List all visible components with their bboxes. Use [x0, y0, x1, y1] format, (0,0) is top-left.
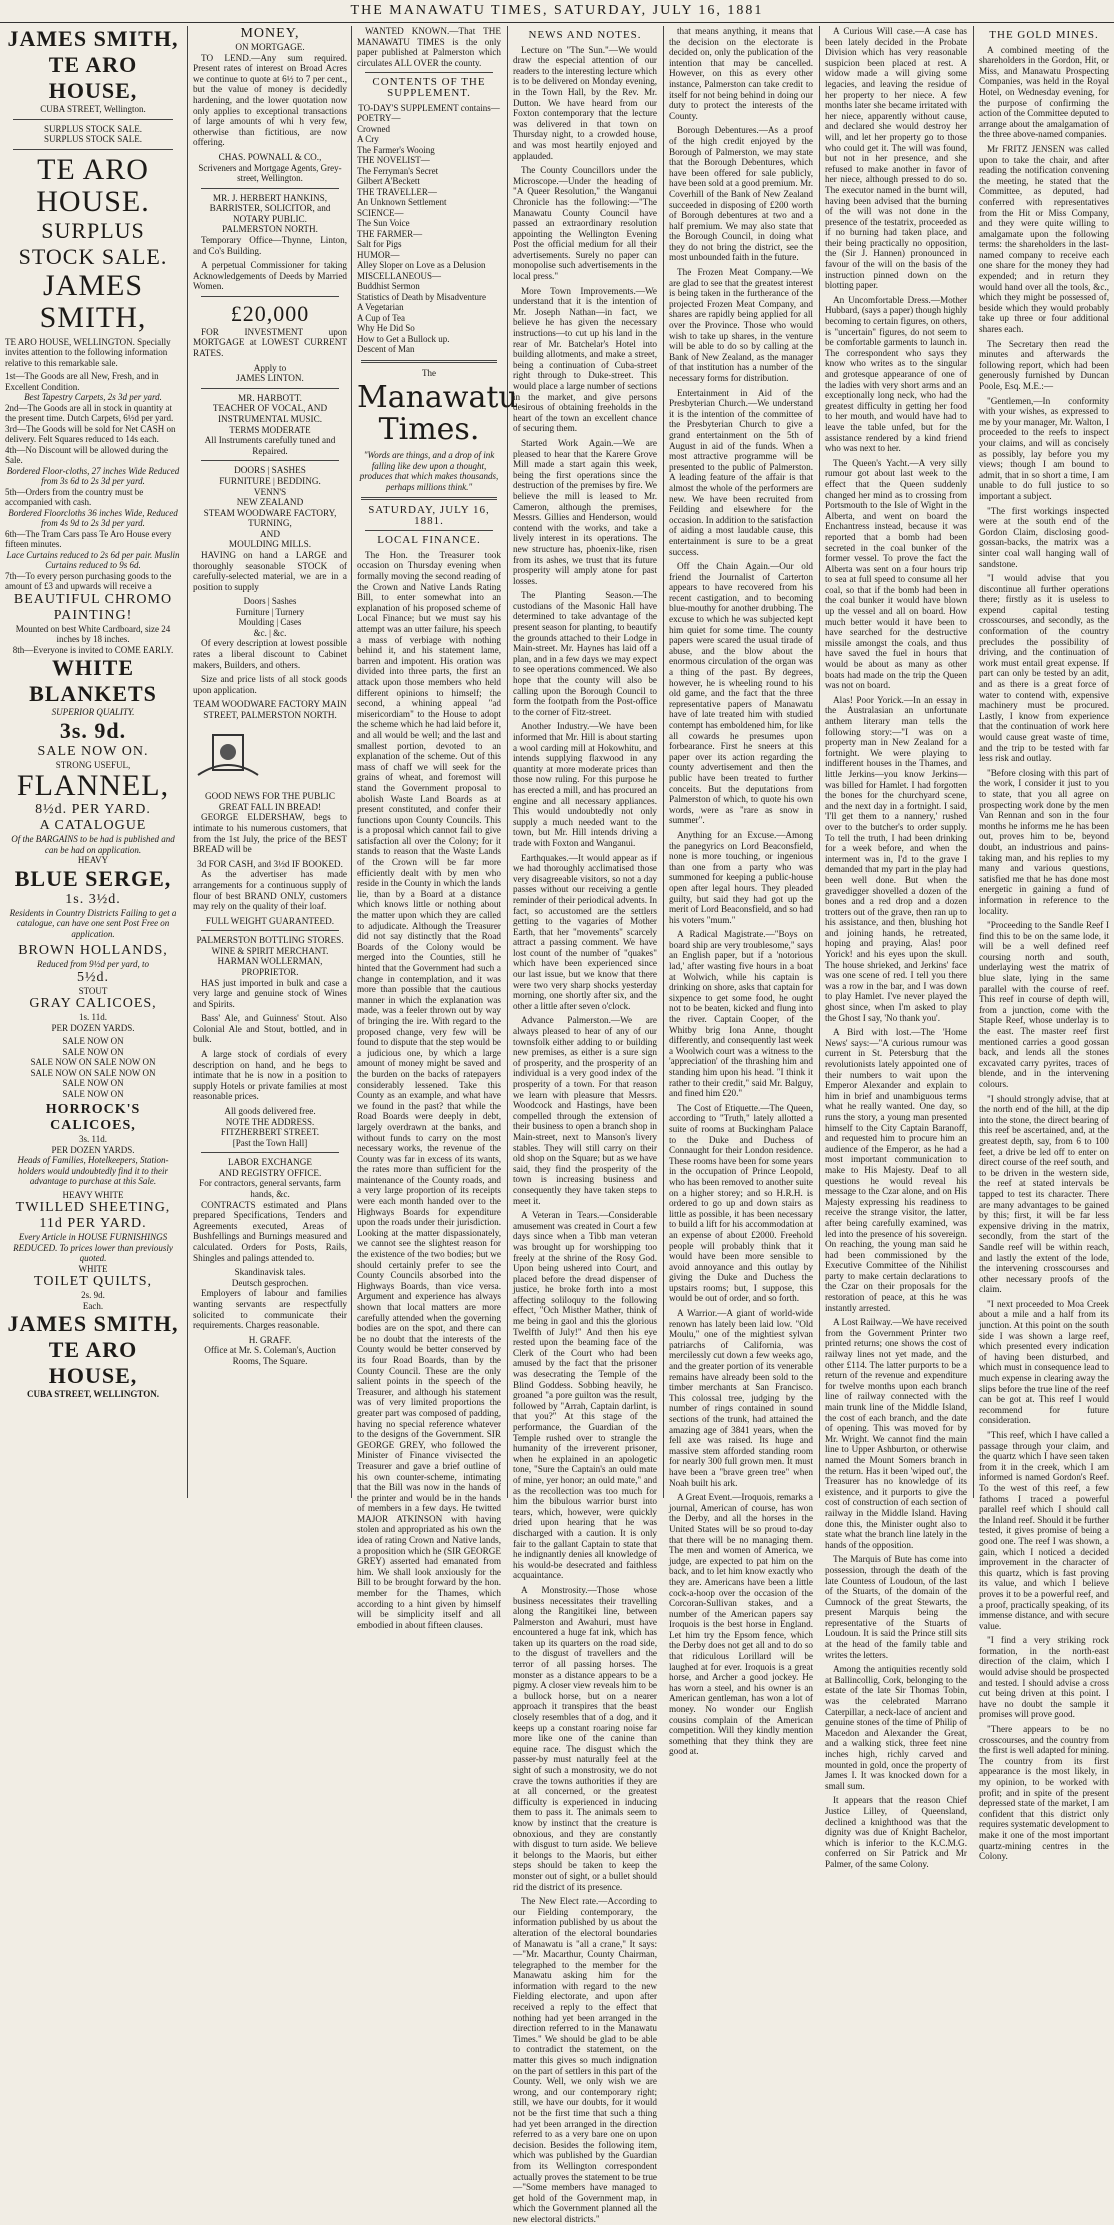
advert-text: Deutsch gesprochen.: [231, 1277, 309, 1288]
news-paragraph: "There appears to be no crosscourses, and the country from the first is well adapted for mining. The country from its first appearance is the most likely, in my opinion, to be worked with profit; and in spite of the present depressed state of the market, I am confident that this district only requires systematic development to make it one of the most important quartz-mining centres in the Colony.: [979, 1724, 1109, 1862]
news-paragraph: A combined meeting of the shareholders in the Gordon, Hit, or Miss, and Manawatu Prospecting Companies, was held in the Royal Hotel, on Wednesday evening, for the purpose of confirming the action of the Committee deputed to arrange about the amalgamation of the three above-named companies.: [979, 44, 1109, 140]
product-note: STRONG USEFUL,: [55, 759, 131, 770]
advert-intro: TE ARO HOUSE, WELLINGTON. Specially invites attention to the following information relative to this remarkable sale.: [5, 336, 171, 368]
news-paragraph: "The first workings inspected were at the south end of the Gordon Claim, disclosing good-gossan-backs, the matrix was a sinter coal wall hanging wall of sandstone.: [979, 505, 1109, 569]
contents-item: SCIENCE—: [357, 207, 404, 218]
news-paragraph: A Warrior.—A giant of world-wide renown has lately been laid low. "Old Moulu," one of the mightiest sylvan patriarchs of California, was mercilessly cut down a few weeks ago, and the greater portion of its venerable remains have already been sold to the timber merchants at San Francisco. This colossal tree, judging by the number of rings contained in sound sections of the trunk, had attained the amazing age of 3841 years, when the fell axe was raised. Its huge and massive stem afforded standing room for nearly 300 full grown men. It must have been a "brave green tree" when Noah built his ark.: [669, 1308, 813, 1488]
advert-text: For contractors, general servants, farm hands, &c.: [199, 1178, 341, 1199]
advert-text: [Past the Town Hall]: [232, 1137, 308, 1148]
issue-date: SATURDAY, JULY 16, 1881.: [368, 504, 490, 527]
divider: [365, 530, 493, 531]
news-paragraph: Lecture on "The Sun."—We would draw the especial attention of our readers to the interesting lecture which is to be delivered on Monday evening, in the Town Hall, by the Rev. Mr. Dutton. We have heard from our Foxton contemporary that the lecture was delivered in that town on Thursday night, to a crowded house, and was most heartily enjoyed and applauded.: [513, 44, 657, 161]
advert-text: Employers of labour and families wanting servants are respectfully solicited to communicate their requirements. Charges reasonable.: [193, 1288, 347, 1331]
news-paragraph: Mr FRITZ JENSEN was called upon to take the chair, and after reading the notification convening the meeting, he stated that the Committee, as deputed, had conferred with representatives from the Hit or Miss Company, and they were quite willing to amalgamate upon the following terms: the shareholders in the last-named company to receive each one share for the money they had expended; and in return they would hand over all the tools, &c., which they might be possessed of, beside which they would probably take up three or four additional shares each.: [979, 143, 1109, 335]
residents-note: Residents in Country Districts Failing to get a catalogue, can have one sent Post Free on application.: [9, 907, 177, 939]
advert-firm-desc: Scriveners and Mortgage Agents, Grey-street, Wellington.: [198, 162, 342, 184]
product-name: GRAY CALICOES,: [29, 996, 157, 1011]
product-price: 8½d. PER YARD.: [35, 802, 151, 817]
advert-item: 5th—Orders from the country must be accompanied with cash.: [5, 486, 144, 507]
contents-item: Descent of Man: [357, 344, 415, 355]
product-unit: PER DOZEN YARDS.: [51, 1144, 135, 1155]
divider: [361, 497, 497, 500]
product-unit: PER DOZEN YARDS.: [51, 1022, 135, 1033]
sale-line: SURPLUS STOCK SALE.: [43, 134, 143, 144]
catalogue-note: Of the BARGAINS to be had is published and can be had on application.: [11, 834, 175, 855]
advert-heading: VENN'S: [253, 486, 287, 497]
advert-text: TEACHER OF VOCAL, AND INSTRUMENTAL MUSIC.: [212, 403, 328, 425]
news-paragraph: Anything for an Excuse.—Among the panegyrics on Lord Beaconsfield, none is more touching, or ingenious than one from a party who was summoned for keeping a public-house open after legal hours. They pleaded guilty, but said they had got up the merit of Lord Beaconsfield, and so had his voters "mum.": [669, 829, 813, 925]
product-name: BROWN HOLLANDS,: [18, 943, 168, 958]
contents-item: Crowned: [357, 123, 390, 134]
divider: [13, 149, 173, 150]
news-paragraph: Earthquakes.—It would appear as if we had thoroughly acclimatised those very disagreeable visitors, so not a day passes without our receiving a gentle reminder of their periodical advents. In fact, so accustomed are the settlers getting to the vagaries of Mother Earth, that her "movements" scarcely attract a passing comment. We have lost count of the number of "quakes" which have been experienced since our last issue, but we know that there were two very sharp shocks yesterday morning, one shortly after six, and the other a little after seven o'clock.: [513, 852, 657, 1011]
product-note: STOUT: [78, 985, 108, 996]
advert-text: FULL WEIGHT GUARANTEED.: [205, 915, 335, 926]
news-paragraph: A Monstrosity.—Those whose business necessitates their travelling along the Rangitikei line, between Palmerston and Awahuri, must have encountered a huge fat ink, which has taken up its quarters on the road side, to the disgust of travellers and the terror of all passing horses. The monster as a distance appears to be a pigmy. A closer view reveals him to be a bullock horse, but on a nearer approach it transpires that the beast closely resembles that of a dog, and it keeps up a constant roaring noise far more like one of the canine than equine race. The disgust which the passer-by must naturally feel at the sight of such a monstrosity, we do not crave the towns authorities if they are at all concerned, or the greatest difficulty is experienced in inducing them to pass it. The animals seem to know by instinct that the creature is obnoxious, and they are constantly with disgust to turn aside. We believe it belongs to the Maoris, but either steps should be taken to keep the monster out of sight, or a bullet should rid the district of its presence.: [513, 1584, 657, 1892]
advert-street: CUBA STREET, WELLINGTON.: [26, 1389, 160, 1399]
news-paragraph: An Uncomfortable Dress.—Mother Hubbard, (says a paper) though highly becoming to certain figures, on others, is "uncertain" figures, do not seem to be comfortable garments to launch in. The correspondent who says they know who writes as to the singular and grotesque appearance of one of the ladies with very short arms and an exceptionally long neck, who had the greatest difficulty in getting her food to her mouth, and would have had to leave the table unfed, but for the assistance rendered by a kind friend who was next to her.: [825, 294, 967, 454]
product-note: Reduced from 9½d per yard, to: [36, 959, 150, 969]
masthead: THE MANAWATU TIMES, SATURDAY, JULY 16, 1881: [0, 0, 1114, 23]
product-name: BLUE SERGE,: [14, 865, 172, 891]
advert-text: TERMS MODERATE: [229, 424, 311, 435]
divider: [201, 460, 339, 461]
contents-item: The Ferryman's Secret: [357, 165, 439, 176]
advert-subheading: ON MORTGAGE.: [235, 42, 305, 52]
advert-name: JAMES LINTON.: [236, 373, 304, 384]
news-paragraph: More Town Improvements.—We understand that it is the intention of Mr. Joseph Nathan—in fact, we believe he has given the necessary instructions—to cut up his land in the rear of Mr. Batchelar's Hotel into building allotments, and make a street, being a continuation of Cuba-street right through to Duke-street. This would place a large number of sections in the market, and give persons desirous of obtaining freeholds in the heart of the town an excellent chance of securing them.: [513, 285, 657, 434]
advert-heading: LABOR EXCHANGE: [228, 1157, 312, 1168]
contents-item: Alley Sloper on Love as a Delusion: [357, 260, 486, 271]
advert-name: JAMES SMITH,: [7, 1311, 179, 1336]
news-paragraphs: [513, 45, 657, 2225]
advert-text: DOORS | SASHES: [234, 465, 306, 476]
advert-text: Temporary Office—Thynne, Linton, and Co's Building.: [193, 234, 347, 256]
contents-item: Salt for Pigs: [357, 239, 402, 250]
news-paragraph: Advance Palmerston.—We are always pleased to hear of any of our townsfolk either adding to or building new premises, as either is a sure sign of prosperity, and the prosperity of an individual is a very good index of the prosperity of a town. For that reason we learn with pleasure that Messrs. Woodcock and Hastings, have been compelled through the extension of their business to open a branch shop in Main-street, next to Manson's livery stables. They will still carry on their old shop on the Square; but as we have said, they find the prosperity of the town is increasing business and consequently they have taken steps to meet it.: [513, 1015, 657, 1206]
column-5-news: [664, 26, 818, 1757]
news-paragraph: "Proceeding to the Sandle Reef I find this to be on the same lode, it will be a well defined reef coursing north and south, underlaying west the matrix of blue slate, lying in the same parallel with the course of reef. This reef in course of depth will, from a junction, come with the Staple Reef, whose underlay is to the east. The master reef first mentioned carries a good gossan back, and lends all the stones excavated carry pyrites, traces of blende, and in the intervening colours.: [979, 920, 1109, 1089]
advert-heading: AND REGISTRY OFFICE.: [218, 1167, 322, 1178]
product-name: TWILLED SHEETING,: [15, 1200, 171, 1215]
product-note: HEAVY WHITE: [62, 1189, 124, 1200]
news-paragraph: The Cost of Etiquette.—The Queen, according to "Truth," lately allotted a suite of rooms at Buckingham Palace to the Duke and Duchess of Connaught for their London residence. These rooms have been for some years in the occupation of Prince Leopold, who has been removed to another suite on a higher storey; and so H.R.H. is ordered to go up and down stairs as little as possible, it has been necessary to build a lift for his accommodation at an expense of about £2000. Freehold people will probably think that it would have been more sensible to avoid annoyance and this outlay by giving the Duke and Duchess the upstairs rooms; but, I suppose, this would be out of order, and so forth.: [669, 1102, 813, 1304]
advert-text: NEW ZEALAND: [236, 497, 304, 508]
advert-name: H. GRAFF.: [248, 1334, 292, 1345]
product-note: SUPERIOR QUALITY.: [51, 707, 135, 717]
news-paragraph: Alas! Poor Yorick.—In an essay in the Australasian an unfortunate anthem literary man tells the following story:—"I was on a property man in New Zealand for a fortnight. We were playing to indifferent houses in the Thames, and little Jerkins—you know Jerkins—was billed for Hamlet. I had forgotten the bones for the churchyard scene, and the next day in a fortnight. I said, 'I'll get them to a nannery,' rushed over to the butcher's to order supply. To tell the truth, I had been drinking for a week before, and when the interment was in, I'd to the grave I demanded that my part in the play had been well done. But when the gravedigger shovelled a dozen of the bones and a red drop and a dozen trotters out of the grave, then ran up to his assistance, and then, blushing hot and joining hands, he retreated, hoping and praying, Alas! poor Yorick! and his eyes upon the skull. The house shrieked, and Jerkins' face was one scene of red. I tell you there was a row in the bar, and I was down to play Hamlet. I've never played the ghost since, when I'm asked to play the Ghost I say, 'No thank you'.: [825, 694, 967, 1023]
advert-text: TO LEND.—Any sum required. Present rates of interest on Broad Acres we continue to quote at 6½ to 7 per cent., but the value of money is decidedly hardening, and the lower quotation now only applies to exceptional transactions of large amounts of whi h very few, otherwise than fictitious, are now offering.: [193, 52, 347, 148]
advert-text: All Instruments carefully tuned and Repaired.: [204, 435, 336, 456]
advert-text: AND: [260, 528, 280, 539]
advert-item: 2nd—The Goods are all in stock in quantity at the present time. Dutch Carpets, 6½d per yard.: [5, 402, 174, 423]
advert-text: A perpetual Commissioner for taking Acknowledgements of Deeds by Married Women.: [193, 260, 347, 292]
advert-text: MOULDING MILLS.: [228, 539, 312, 550]
advert-text: PROPRIETOR.: [241, 967, 299, 977]
advert-heading: GOOD NEWS FOR THE PUBLIC: [205, 791, 335, 802]
divider: [201, 188, 339, 189]
product-name: WHITE BLANKETS: [29, 655, 157, 706]
contents-item: A Vegetarian: [357, 302, 404, 313]
news-paragraph: The Marquis of Bute has come into possession, through the death of the late Countess of Loudoun, of the last of the Stuarts, of the domain of the Cumnock of the great Stewarts, the present Marquis being the representative of the Stuarts of Loudoun. It is said the Prince still sits at the head of the family table and writes the letters.: [825, 1554, 967, 1660]
catalogue-heading: A CATALOGUE: [39, 818, 147, 833]
contents-item: THE TRAVELLER—: [357, 186, 437, 197]
news-paragraph: "I find a very striking rock formation, in the north-east direction of the claim, which I would advise should be prospected and tested. I should advise a cross cut being driven at this point. I have no doubt the sample it promises will prove good.: [979, 1635, 1109, 1720]
news-heading: NEWS AND NOTES.: [528, 29, 642, 41]
column-6-news: [820, 26, 972, 1869]
product-price: 11d PER YARD.: [39, 1216, 147, 1231]
advert-text: FITZHERBERT STREET.: [220, 1127, 320, 1138]
advert-text: CONTRACTS estimated and Plans prepared Specifications, Tenders and Agreements executed, Areas of Bushfellings and Burnings measured and calculated. Orders for Posts, Rails, Shingles and palings attended to.: [193, 1199, 347, 1263]
contents-item: The Sun Voice: [357, 218, 410, 229]
advert-shop: TE ARO HOUSE,: [48, 1337, 138, 1388]
advert-shop: TE ARO HOUSE.: [36, 152, 150, 218]
news-paragraph: The New Elect rate.—According to our Fielding contemporary, the information published by us about the alteration of the electoral boundaries of Manawatu is "all a crane," It says:—"Mr. Macarthur, County Chairman, telegraphed to the member for the Manawatu asking him for the information with regard to the new Fielding electorate, and upon after received a reply to the effect that nothing had yet been arranged in the direction referred to in the Manawatu Times." We should be glad to be able to contradict the statement, on the matter this gives so much indignation on the part of settlers in this part of the County. Well, we only wish we are wrong, and our contemporary right; still, we have our doubts, for it would not be the first time that such a thing had yet been arranged in the direction referred to as a very bare one on upon decision. Besides the following item, which was published by the Guardian from its Wellington correspondent actually proves the statement to be true—"Some members have managed to get hold of the Government map, in which the Government planned all the new electoral districts.": [513, 1896, 657, 2224]
advert-text: Office at Mr. S. Coleman's, Auction Rooms, The Square.: [204, 1345, 336, 1366]
sale-now-on-block: SALE NOW ON SALE NOW ON SALE NOW ON SALE NOW ON SALE NOW ON SALE NOW ON SALE NOW ON SALE NOW ON: [30, 1036, 156, 1099]
advert-text: WINE & SPIRIT MERCHANT.: [211, 945, 329, 956]
contents-item: Gilbert A'Beckett: [357, 176, 420, 187]
news-paragraph: "I would advise that you discontinue all further operations there; firstly as it is useless to expend capital testing crosscourses, and secondly, as the conformation of the country precludes the possibility of driving, and the continuation of work must entail great expense. If part can only be tested by an adit, and as there is a great force of water to contend with, expensive machinery must be procured. Lastly, I know from experience that the continuation of work here would cause great waste of time, and the trip to be tested with far less risk and outlay.: [979, 573, 1109, 764]
advert-item: 4th—No Discount will be allowed during the Sale.: [5, 444, 168, 465]
paper-the: The: [422, 367, 436, 378]
news-paragraph: A Radical Magistrate.—"Boys on board ship are very troublesome," says an English paper, but if a 'notorious lad,' after wasting five hours in a boat at Wolwich, while his captain is drinking on shore, asks that captain for sixpence to get some food, he ought not to be beaten, kicked and flung into the river. Captain Cooper, of the Whitby brig Iona Anne, thought differently, and consequently last week a Woolwich court was a witness to the 'appreciation' of the thrashing him and standing him upon his head. "I think it rather to their credit," said Mr. Balguy, and fined him £20.": [669, 929, 813, 1099]
advert-heading: MR. J. HERBERT HANKINS,: [212, 192, 328, 203]
divider: [201, 388, 339, 389]
advert-firm: CHAS. POWNALL & CO.,: [218, 151, 322, 162]
sale-line: SURPLUS STOCK SALE.: [43, 123, 143, 134]
product-price: 2s. 9d.: [81, 1290, 105, 1300]
contents-item: THE FARMER—: [357, 228, 423, 239]
product-price: 3s. 11d.: [79, 1134, 107, 1144]
news-paragraph: A Veteran in Tears.—Considerable amusement was created in Court a few days since when a Tibb man veteran was brought up for worshipping too freely at the shrine of the Rosy God. Upon being ushered into Court, and placed before the dread dispenser of justice, he broke forth into a most affecting soliloquy to the following effect, "Och Misther Mather, think of me being in gaol and this the glorious Twelfth of July!" And then his eye rested upon the beaming face of the Clerk of the Court who had been amused by the fact that the prisoner was desecrating the Temple of the Blind Goddess. Sobbing heavily, he groaned "a pore guilton was the result, followed by "Arrah, Captain darlint, is that you?" At this stage of the performance, the Guardian of the Temple rushed over to strangle the humanity of the irreverent prisoner, when he explained in an apologetic tone, "Sure the Captain's an ould mate of mine, yer honor; an ould mate," and as the recollection was too much for him the bibulous warrior burst into tears, which, however, were quickly dried upon hearing that he was discharged with a caution. It is only fair to the gallant Captain to state that he indignantly denies all knowledge of his would-be desecrated and faithless acquaintance.: [513, 1210, 657, 1581]
news-paragraph: Among the antiquities recently sold at Ballincollig, Cork, belonging to the estate of the late Sir Thomas Tobin, was the celebrated Marrano Caterpillar, a neck-lace of ancient and genuine stones of the time of Philip of Macedon and Alexander the Great, and a walking stick, three feet nine inches high, richly carved and mounted in gold, once the property of James I. It was knocked down for a small sum.: [825, 1664, 967, 1791]
divider: [13, 119, 173, 120]
column-4-news: [508, 26, 662, 2224]
advert-heading: PALMERSTON BOTTLING STORES.: [196, 935, 344, 946]
advert-painting: BEAUTIFUL CHROMO PAINTING!: [13, 591, 173, 623]
advert-text: Bass' Ale, and Guinness' Stout. Also Colonial Ale and Stout, bottled, and in bulk.: [193, 1013, 347, 1045]
advert-item: Bordered Floor-cloths, 27 inches Wide Reduced from 3s 6d to 2s 3d per yard.: [6, 465, 180, 486]
product-name: FLANNEL,: [16, 769, 170, 802]
news-paragraph: "Before closing with this part of the work, I consider it just to you to state, that you all agree on prospecting work done by the men Van Rennan and son in the four months he informs me he has been out, proves him to be, beyond doubt, an industrious and pains-taking man, and his replies to my many and various questions, satisfied me that he has done most energetic in gaining a fund of information in reference to the locality.: [979, 767, 1109, 916]
column-3-editorial: [352, 26, 518, 1630]
product-name: HORROCK'S CALICOES,: [45, 1102, 141, 1133]
contents-item: Why He Did So: [357, 323, 415, 334]
divider: [201, 1152, 339, 1153]
advert-heading: MR. HARBOTT.: [238, 392, 302, 403]
product-name: TOILET QUILTS,: [34, 1274, 152, 1289]
news-paragraph: A Curious Will case.—A case has been lately decided in the Probate Division which has very reasonable suspicion been placed at rest. A widow made a will giving some legacies, and leaving the residue of her property to her niece. A few months later she became irritated with her niece, apparently without cause, and declared she would destroy her will, and let her property go to those who could get it. The will was found, but not in her presence, and she refused to make another in favor of her niece, although pressed to do so. The executor named in the burnt will, having been advised that the burning of the will was not done in the presence of the testatrix, proceeded as if no burning had taken place, and their being practically no opposition, the (Sir J. Hannen) pronounced in favour of the will on the basis of the instruction pinned down on the blotting paper.: [825, 26, 967, 291]
paper-title: Manawatu Times.: [357, 380, 518, 448]
news-paragraph: "I next proceeded to Moa Creek about a mile and a half from its junction. At this point on the south side I was shown a large reef, which presented every indication of having been disturbed, and which must in consequence lead to much expense in clearing away the slips before the true line of the reef can be got at. This reef I would recommend for future consideration.: [979, 1298, 1109, 1426]
advert-shop: TE ARO HOUSE,: [48, 52, 138, 103]
crest-image: [193, 725, 263, 785]
advert-text: FURNITURE | BEDDING.: [219, 475, 321, 486]
advert-text: FOR INVESTMENT upon MORTGAGE at LOWEST CURRENT RATES.: [193, 326, 347, 359]
advert-text: Mounted on best White Cardboard, size 24 inches by 18 inches.: [15, 623, 171, 644]
product-price: 1s. 3½d.: [65, 891, 121, 907]
advert-text: As the advertiser has made arrangements for a continuous supply of flour of best BRAND ONLY, customers may rely on the quality of their loaf.: [193, 869, 347, 912]
product-price: 3s. 9d.: [59, 717, 127, 743]
advert-text: STEAM WOODWARE FACTORY, TURNING,: [203, 507, 337, 529]
contents-item: Buddhist Sermon: [357, 281, 420, 292]
advert-item: Bordered Floorcloths 36 inches Wide, Reduced from 4s 9d to 2s 3d per yard.: [8, 507, 178, 528]
gold-mines-heading: THE GOLD MINES.: [989, 29, 1099, 41]
advert-text: TEAM WOODWARE FACTORY MAIN STREET, PALMERSTON NORTH.: [193, 699, 347, 720]
advert-text: Size and price lists of all stock goods upon application.: [193, 674, 347, 695]
advert-item: 3rd—The Goods will be sold for Net CASH on delivery. Felt Squares reduced to 14s each.: [5, 423, 176, 444]
advert-item: 7th—To every person purchasing goods to the amount of £3 and upwards will receive a: [5, 570, 172, 591]
news-paragraph: A Bird with lost.—The 'Home News' says:—"A curious rumour was current in St. Petersburg that the revolutionists lately appointed one of their numbers to wait upon the Emperor Alexander and explain to him in brief and unambiguous terms what he really wanted. One day, so runs the story, a young man presented himself to the City Captain Baranoff, and requested him to procure him an audience of the Emperor, as he had a most important communication to make to His Majesty. Deaf to all questions he would reveal his message to the Czar alone, and on His Majesty expressing his readiness to receive the strange visitor, the latter, after being carefully examined, was led into the presence of his sovereign. On reaching, the young man said he had been commissioned by the Executive Committee of the Nihilist party to make certain declarations to the Czar on their proposals for the restoration of peace, at this he was instantly arrested.: [825, 1027, 967, 1313]
column-7-gold-mines: [974, 26, 1114, 1862]
news-paragraph: The Secretary then read the minutes and afterwards the following report, which had been generously furnished by Duncan Poole, Esq. M.E.:—: [979, 338, 1109, 391]
news-paragraph: "Gentlemen,—In conformity with your wishes, as expressed to me by your manager, Mr. Walton, I proceeded to the reefs to inspect your claims, and will as concisely as possibly, lay before you my views; though I am bound to admit, that in so short a time, I am unable to do full justice to so important a subject.: [979, 395, 1109, 501]
advert-item: Best Tapestry Carpets, 2s 3d per yard.: [24, 392, 162, 402]
article-text: The Hon. the Treasurer took occasion on Thursday evening when formally moving the second reading of the Crown and Native Lands Rating Bill, to enter somewhat into an explanation of his proposed scheme of Local Finance; but we must say his attempt was an utter failure, his speech a mass of verbiage with nothing behind it, and his statement lame, barren and impotent. His oration was divided into three parts, the first an attack upon those members who held different opinions to himself; the second, a whining appeal "ad misericordiam" to the House to adopt the scheme which he had laid before it, and all would be well; and the last and smallest portion, devoted to an explanation of the scheme. Out of this mass of chaff we will seek for the grains of wheat, and foremost will stand the Government proposal to abolish Waste Land Boards as at present constituted, and confer their functions upon County Councils. This is a proposal which cannot fail to give satisfaction all over the Colony; for it stands to reason that the Waste Lands of the Crown will be far more efficiently dealt with by men who reside in the County in which the lands lie, than by a Board at a distance which knows little or nothing about the matter upon which they are called to adjudicate. Although the Treasurer did not say distinctly that the Road Boards of the Colony would be merged into the Counties, still he hinted that the Government had such a change in contemplation, and it was more than possible that the cautious manner in which the explanation was made, was a feeler thrown out by way of bringing the ire. With regard to the proposed change, very few will be found to dispute that the step would be a judicious one, by which a large amount of money might be saved and the burden on the backs of ratepayers considerably lessened. Take this County as an example, and what have we found in the past? that while the Road Boards were deeply in debt, largely overdrawn at the banks, and without funds to carry on the most necessary works, the revenue of the County was far in excess of its wants, the rates more than sufficient for the maintenance of the County roads, and a very large proportion of its receipts were each month handed over to the Highways Boards for expenditure upon the roads under their jurisdiction. Looking at the matter dispassionately, we cannot see the slightest reason for the existence of the two bodies; but we should certainly prefer to see the County Councils absorbed into the Highways Boards, than vice versa. Argument and experience has always shown that local matters are more carefully attended when the governing bodies are on the spot, and there can be no doubt that the interests of the County would be better conserved by its four Road Boards, than by the County Council. These are the only salient points in the speech of the Treasurer, and although his statement was of very limited proportions the greater part was composed of padding, having no special reference whatever to the designs of the Government. SIR GEORGE GREY, who followed the Minister of Finance vivisected the Treasurer and gave a brief outline of his own counter-scheme, intimating that the Bill was now in the hands of the printer and would be in the hands of members in a few days. He twitted MAJOR ATKINSON with having stolen and appropriated as his own the idea of rating Crown and Native lands, a proposition which he (SIR GEORGE GREY) asserted had emanated from him. We shall look anxiously for the Bill to be brought forward by the hon. member for the Thames, which according to a hint given by himself will be simplicity itself and all embodied in about fifteen clauses.: [357, 549, 501, 1630]
column-2-adverts: [188, 26, 352, 1498]
news-paragraph: It appears that the reason Chief Justice Lilley, of Queensland, declined a knighthood was that the dignity was due of Knight Bachelor, which is inferior to the K.C.M.G. conferred on Sir Patrick and Mr Palmer, of the same Colony.: [825, 1795, 967, 1869]
paper-motto: "Words are things, and a drop of ink falling like dew upon a thought, produces that which makes thousands, perhaps millions think.": [359, 450, 499, 492]
contents-item: HUMOR—: [357, 249, 400, 260]
advert-amount: £20,000: [230, 300, 310, 326]
advert-text: GEORGE ELDERSHAW, begs to intimate to his numerous customers, that from the 1st July, the price of the BEST BREAD will be: [193, 812, 347, 855]
news-paragraph: The Planting Season.—The custodians of the Masonic Hall have determined to take advantage of the present season for planting, to beautify the grounds attached to their Lodge in Main-street. Mr. Haynes has laid off a plan, and in a few days we may expect to see operations commenced. We also hope that the county will also be calling upon the Borough Council to form the footpath from the Post-office to the corner of Fitz-street.: [513, 590, 657, 717]
contents-heading: CONTENTS OF THE SUPPLEMENT.: [372, 76, 486, 99]
advert-item: Lace Curtains reduced to 2s 6d per pair. Muslin Curtains reduced to 9s 6d.: [6, 549, 180, 570]
news-paragraph: A Lost Railway.—We have received from the Government Printer two printed returns; one shows the cost of railway lines not yet made, and the other £114. The latter purports to be a return of the revenue and expenditure for twelve months upon each branch line of railway connected with the main trunk line of the Middle Island, the cost of each branch, and the date of opening. This was moved for by Mr. Wright. We cannot find the main line to Upper Ashburton, or otherwise named the Mount Somers branch in the return. Has it been 'wiped out', the Treasurer has no knowledge of its existence, and it purports to give the cost of construction of each section of railway in the Middle Island. Having done this, the Minister ought also to state what the branch line lately in the hands of the opposition.: [825, 1317, 967, 1550]
advert-text: 8th—Everyone is invited to COME EARLY.: [12, 644, 174, 655]
divider: [365, 72, 493, 73]
news-paragraph: Entertainment in Aid of the Presbyterian Church.—We understand it is the intention of the committee of the Presbyterian Church to give a grand entertainment on the 5th of August in aid of the funds. When a most attractive programme will be presented to the public of Palmerston. A leading feature of the affair is that almost the whole of the performers are new. We have been recruited from Feilding and elsewhere for the occasion. In addition to the satisfaction of aiding a most laudable cause, this entertainment is sure to be a great success.: [669, 387, 813, 557]
news-paragraph: The County Councillors under the Microscope.—Under the heading of "A Queer Resolution," the Wanganui Chronicle has the following:—"The Manawatu County Council have passed an extraordinary resolution appointing the Wellington Evening Post the official medium for all their advertisements. Surely no paper can monopolise such advertisements in the local press.": [513, 165, 657, 282]
advert-item: 1st—The Goods are all New, Fresh, and in Excellent Condition.: [5, 371, 159, 392]
contents-item: A Cup of Tea: [357, 312, 405, 323]
article-heading: LOCAL FINANCE.: [377, 534, 481, 547]
news-paragraphs: [979, 45, 1109, 1862]
news-paragraph: A Great Event.—Iroquois, remarks a journal, American of course, has won the Derby, and all the horses in the United States will be so proud to-day that there will be no managing them. The men and women of America, we judge, are expected to pat him on the back, and to let him know exactly who they are. Americans have been a little cock-a-hoop over the occasion of the Corcoran-Sullivan stakes, and a number of the American papers say Iroquois is the best horse in England. Let him try the Epsom fence, which the Derby does not get all and to do so that ridiculous Lorillard will be laughed at for ever. Iroquois is a great horse, and Archer a good jockey. He has worn a steel, and his owner is an American gentleman, has won a lot of money. No wonder our English cousins complain of the American competition. Will they kindly mention something that they think they are good at.: [669, 1492, 813, 1757]
contents-intro: TO-DAY'S SUPPLEMENT contains—: [358, 102, 500, 113]
news-paragraph: The Queen's Yacht.—A very silly rumour got about last week to the effect that the Queen suddenly changed her mind as to crossing from Portsmouth to the Isle of Wight in the Alberta, and went on board the Enchantress instead, because it was reported that a bomb had been secreted in the coal bunker of the former vessel. To prove the fact the Alberta was sent on a four hours trip to sea at full speed to consume all her coal, so that if the bomb had been in the coal bunker it would have blown up the vessel and all on board. How much better would it have been to have searched for the destructive missile amongst the coals, and thus have saved the fuel in hours that would be about as many as other boats had made on the trip the Queen was not on board.: [825, 457, 967, 691]
furnishings-note: Every Article in HOUSE FURNISHINGS REDUCED. To prices lower than previously quoted.: [13, 1232, 173, 1263]
advert-street: CUBA STREET, Wellington.: [40, 104, 146, 114]
news-paragraph: The Frozen Meat Company.—We are glad to see that the greatest interest is being taken in the furtherance of the projected Frozen Meat Company, and shares are rapidly being applied for all over the Province. Those who would wish to take up shares, in the venture will be able to do so by calling at the Bank of New Zealand, as the manager of that institution has a number of the necessary forms for distribution.: [669, 267, 813, 383]
contents-item: How to Get a Bullock up.: [357, 333, 450, 344]
news-paragraphs: [825, 26, 967, 1870]
advert-heading: MONEY,: [240, 26, 300, 41]
product-note: HEAVY: [77, 855, 109, 865]
news-paragraph: "This reef, which I have called a passage through your claim, and the quartz which I have seen taken from it in the creek, which I am informed is named Gordon's Reef. To the west of this reef, a few fathoms I traced a powerful parallel reef which I should call the Inland reef. Should it be further tested, it gives promise of being a good one. The reef I was shown, a gain, which I noticed a decided improvement in the character of this quartz, which is fast proving its value, and which I believe proves it to be a powerful reef, and a proof, practically speaking, of its immense distance, and with secure value.: [979, 1430, 1109, 1631]
news-paragraph: that means anything, it means that the decision on the electorate is decided on, only the publication of the intention that may be cancelled. However, on this as every other instance, Palmerston can take credit to itself for not being behind in doing our duty to protect the interests of the County.: [669, 26, 813, 121]
sale-now-on: SALE NOW ON.: [37, 743, 149, 759]
news-paragraph: Another Industry.—We have been informed that Mr. Hill is about starting a wool carding mill at Hokowhitu, and intends supplying flaxwood in any quantity at more moderate prices than those now ruling. For this purpose he has erected a mill, and has procured an engine and all necessary appliances. This would undoubtedly not only supply a much needed want to the town, but Mr. Hill intends driving a trade with Foxton and Wanganui.: [513, 721, 657, 848]
news-paragraph: Off the Chain Again.—Our old friend the Journalist of Carterton appears to have recovered from his recent castigation, and to becoming blue-mouthy for another drubbing. The excuse to which he was subjected kept him quiet for some time. The county papers were scared the usual tirade of abuse, and the blow about the enormous circulation of the organ was a thing of the past. By degrees, however, he is wheeling round to his old game, and the fact that the three representative papers of Manawatu have of late treated him with studied contempt has emboldened him, for like all cowards he presumes upon forbearance. First he sneers at this paper over its action regarding the county advertisement and then the public have been treated to further conceits. But the deputations from Palmerston of which, to quote his own words, were as "rare as snow in summer".: [669, 561, 813, 826]
advert-name: HARMAN WOLLERMAN,: [217, 956, 323, 967]
contents-item: POETRY—: [357, 113, 401, 124]
advert-text: HAVING on hand a LARGE and thoroughly seasonable STOCK of carefully-selected material, we are in a position to supply: [193, 550, 347, 592]
advert-name: JAMES SMITH,: [39, 268, 147, 334]
news-paragraph: Borough Debentures.—As a proof of the high credit enjoyed by the Borough of Palmerston, we may state that the Borough Debentures, which have been offered for sale publicly, have been sold at a good premium. Mr. Coverhill of the Bank of New Zealand succeeded in disposing of £200 worth of Borough debentures at two and a half premium. We may also state that the Borough Council, in doing what they do not bring the district, see the most unbounded faith in the future.: [669, 125, 813, 263]
advert-subheading: GREAT FALL IN BREAD!: [218, 801, 322, 812]
product-note: WHITE: [78, 1263, 108, 1274]
news-paragraphs: [669, 26, 813, 1757]
contents-item: An Unknown Settlement: [357, 197, 447, 208]
column-1-smith-advert: [0, 26, 186, 1498]
contents-item: Statistics of Death by Misadventure: [357, 291, 486, 302]
news-paragraph: Started Work Again.—We are pleased to hear that the Karere Grove Mill made a start again this week, being the first operations since the destruction of the premises by fire. We believe the mill is leased to Mr. Cameron, although the premises, Messrs. Gillies and Henderson, would contend with the works, and take a lively interest in its operations. The new structure has, phoenix-like, risen from its ashes, we trust that its future prosperity will amply atone for past losses.: [513, 437, 657, 586]
advert-text: A large stock of cordials of every description on hand, and he begs to intimate that he is now in a position to supply Hotels or private families at most reasonable prices.: [193, 1049, 347, 1102]
advert-text: Of every description at lowest possible rates a liberal discount to Cabinet makers, Builders, and others.: [193, 638, 347, 670]
supply-list: Doors | Sashes Furniture | Turnery Moulding | Cases &c. | &c.: [235, 596, 305, 638]
sale-heading: SURPLUS STOCK SALE.: [18, 217, 168, 269]
contents-item: MISCELLANEOUS—: [357, 270, 442, 281]
divider: [201, 930, 339, 931]
news-paragraph: "I should strongly advise, that at the north end of the hill, at the dip into the stone, the direct bearing of this reef be ascertained, and, at the greatest depth, say, from 6 to 100 feet, a drive be led off to enter on direct course of the reef south, and to be driven in the western side, the reef at stated intervals be tapped to test its character. There are many advantages to be gained by this; first, it will be far less expensive driving in the matrix, secondly, from the start of the Sandle reef will be within reach, and lastly the extent of the lode, the intervening crosscourses and other necessary proofs of the claim.: [979, 1093, 1109, 1295]
advert-text: Skandinavisk tales.: [234, 1267, 306, 1278]
families-note: Heads of Families, Hotelkeepers, Station-holders would undoubtedly find it to their advantage to purchase at this Sale.: [17, 1155, 169, 1186]
divider: [361, 360, 497, 363]
product-price: 5½d.: [77, 969, 109, 985]
advert-text: PALMERSTON NORTH.: [222, 224, 318, 235]
advert-text: HAS just imported in bulk and case a very large and genuine stock of Wines and Spirits.: [193, 977, 347, 1009]
contents-list: [357, 113, 501, 355]
product-price: 1s. 11d.: [79, 1012, 107, 1022]
advert-price: 3d FOR CASH, and 3½d IF BOOKED.: [197, 858, 343, 869]
wanted-notice: WANTED KNOWN.—That THE MANAWATU TIMES is the only paper published at Palmerston which circulates ALL OVER the county.: [357, 26, 501, 68]
contents-item: The Farmer's Wooing: [357, 144, 435, 155]
advert-text: Apply to: [253, 362, 287, 373]
advert-text: NOTE THE ADDRESS.: [225, 1116, 315, 1127]
product-unit: Each.: [82, 1300, 104, 1311]
contents-item: THE NOVELIST—: [357, 155, 430, 166]
contents-item: A Cry: [357, 134, 379, 145]
advert-text: BARRISTER, SOLICITOR, and NOTARY PUBLIC.: [209, 203, 331, 224]
divider: [201, 296, 339, 297]
advert-item: 6th—The Tram Cars pass Te Aro House every fifteen minutes.: [5, 528, 172, 549]
advert-name: JAMES SMITH,: [7, 26, 179, 51]
advert-text: All goods delivered free.: [224, 1106, 316, 1117]
